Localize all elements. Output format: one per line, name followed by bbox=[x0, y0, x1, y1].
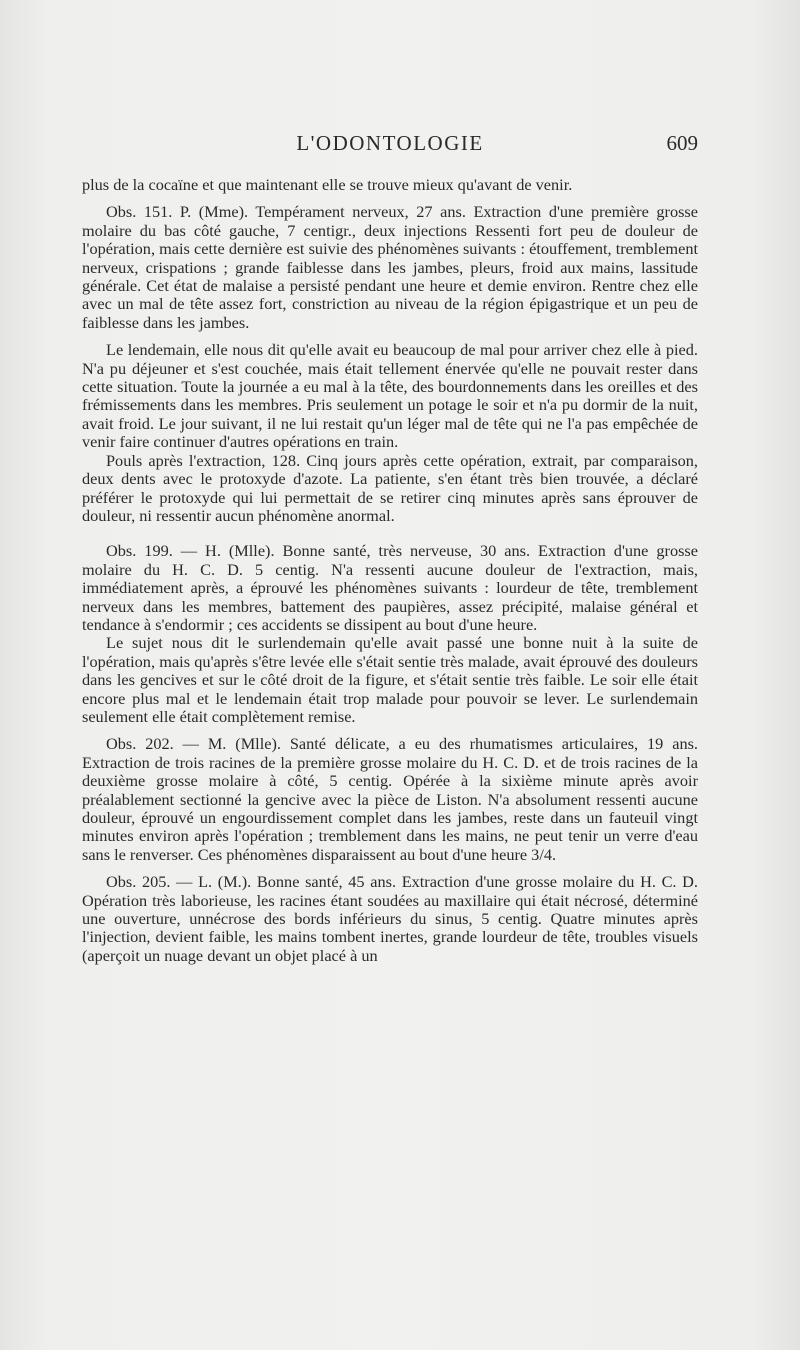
paragraph-continuation: plus de la cocaïne et que maintenant elle se trouve mieux qu'avant de venir. bbox=[82, 175, 573, 194]
paragraph-obs-199: Obs. 199. — H. (Mlle). Bonne santé, très nerveuse, 30 ans. Extraction d'une grosse molaire du H. C. D. 5 centig. N'a ressenti aucune douleur de l'extraction, mais, immédiatement après, a éprouvé les phénomènes suivants : lourdeur de tête, tremblement nerveux dans les membres, battement des paupières, assez précipité, malaise général et tendance à s'endormir ; ces accidents se dissipent au bout d'une heure. bbox=[82, 541, 698, 634]
page-header bbox=[82, 131, 698, 159]
paragraph-obs-205: Obs. 205. — L. (M.). Bonne santé, 45 ans. Extraction d'une grosse molaire du H. C. D. Opération très laborieuse, les racines étant soudées au maxillaire qui était nécrosé, déterminé une ouverture, unnécrose des bords inférieurs du sinus, 5 centig. Quatre minutes après l'injection, devient faible, les mains tombent inertes, grande lourdeur de tête, troubles visuels (aperçoit un nuage devant un objet placé à un bbox=[82, 872, 698, 965]
paragraph-obs-202: Obs. 202. — M. (Mlle). Santé délicate, a eu des rhumatismes articulaires, 19 ans. Extraction de trois racines de la première grosse molaire du H. C. D. et de trois racines de la deuxième grosse molaire à côté, 5 centig. Opérée à la sixième minute après avoir préalablement sectionné la gencive avec la pièce de Liston. N'a absolument ressenti aucune douleur, éprouvé un engourdissement complet dans les jambes, reste dans un fauteuil vingt minutes environ après l'opération ; tremblement dans les mains, ne peut tenir un verre d'eau sans le renverser. Ces phénomènes disparaissent au bout d'une heure 3/4. bbox=[82, 734, 698, 864]
running-title: L'ODONTOLOGIE bbox=[296, 131, 484, 155]
paragraph-pouls: Pouls après l'extraction, 128. Cinq jours après cette opération, extrait, par comparaison, deux dents avec le protoxyde d'azote. La patiente, s'en étant très bien trouvée, a déclaré préférer le protoxyde qui lui permettait de se retirer cinq minutes après sans éprouver de douleur, ni ressentir aucun phénomène anormal. bbox=[82, 450, 698, 525]
paragraph-lendemain: Le lendemain, elle nous dit qu'elle avait eu beaucoup de mal pour arriver chez elle à pied. N'a pu déjeuner et s'est couchée, mais était tellement énervée qu'elle ne pouvait rester dans cette situation. Toute la journée a eu mal à la tête, des bourdonnements dans les oreilles et des frémissements dans les membres. Pris seulement un potage le soir et n'a pu dormir de la nuit, avait froid. Le jour suivant, il ne lui restait qu'un léger mal de tête qui ne l'a pas empêchée de venir faire continuer d'autres opérations en train. bbox=[82, 340, 698, 452]
paragraph-obs-151: Obs. 151. P. (Mme). Tempérament nerveux, 27 ans. Extraction d'une première grosse molaire du bas côté gauche, 7 centigr., deux injections Ressenti fort peu de douleur de l'opération, mais cette dernière est suivie des phénomènes suivants : étouffement, tremblement nerveux, crispations ; grande faiblesse dans les jambes, pleurs, froid aux mains, lassitude générale. Cet état de malaise a persisté pendant une heure et demie environ. Rentre chez elle avec un mal de tête assez fort, constriction au niveau de la région épigastrique et un peu de faiblesse dans les jambes. bbox=[82, 202, 698, 332]
paragraph-surlendemain: Le sujet nous dit le surlendemain qu'elle avait passé une bonne nuit à la suite de l'opération, mais qu'après s'être levée elle s'était sentie très malade, avait éprouvé des douleurs dans les gencives et sur le côté droit de la figure, et s'était sentie très faible. Le soir elle était encore plus mal et le lendemain était trop malade pour pouvoir se lever. Le surlendemain seulement elle était complètement remise. bbox=[82, 633, 698, 726]
body-text bbox=[82, 176, 698, 965]
page-number: 609 bbox=[666, 131, 698, 155]
